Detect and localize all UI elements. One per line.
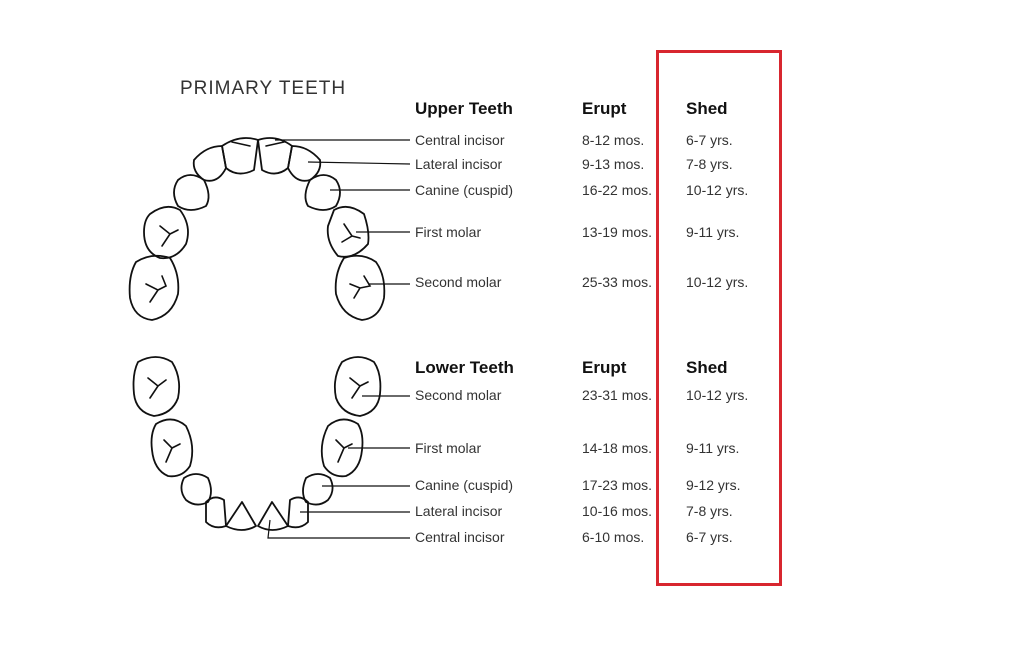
lower-right-canine bbox=[303, 474, 333, 505]
upper-teeth-header: Upper Teeth bbox=[415, 99, 513, 118]
upper-shed-value: 9-11 yrs. bbox=[686, 224, 740, 240]
lower-erupt-value: 17-23 mos. bbox=[582, 477, 653, 493]
upper-erupt-value: 25-33 mos. bbox=[582, 274, 653, 290]
upper-right-canine bbox=[305, 175, 340, 210]
lower-right-second-molar bbox=[335, 357, 381, 416]
lower-shed-value: 9-12 yrs. bbox=[686, 477, 741, 493]
upper-shed-value: 10-12 yrs. bbox=[686, 182, 749, 198]
lower-tooth-label: Lateral incisor bbox=[415, 503, 503, 519]
upper-tooth-label: Lateral incisor bbox=[415, 156, 503, 172]
upper-erupt-value: 9-13 mos. bbox=[582, 156, 645, 172]
leader-lower-central-incisor bbox=[268, 520, 410, 538]
lower-erupt-header: Erupt bbox=[582, 358, 627, 377]
shed-column-highlight bbox=[656, 50, 782, 586]
upper-left-lateral-incisor bbox=[194, 146, 226, 181]
upper-shed-value: 6-7 yrs. bbox=[686, 132, 733, 148]
lower-left-central-incisor bbox=[226, 502, 256, 530]
upper-tooth-label: Canine (cuspid) bbox=[415, 182, 514, 198]
lower-erupt-value: 14-18 mos. bbox=[582, 440, 653, 456]
upper-shed-value: 10-12 yrs. bbox=[686, 274, 749, 290]
lower-tooth-label: Canine (cuspid) bbox=[415, 477, 514, 493]
lower-shed-value: 7-8 yrs. bbox=[686, 503, 733, 519]
upper-erupt-header: Erupt bbox=[582, 99, 627, 118]
lower-erupt-value: 10-16 mos. bbox=[582, 503, 653, 519]
upper-erupt-value: 13-19 mos. bbox=[582, 224, 653, 240]
lower-erupt-value: 6-10 mos. bbox=[582, 529, 645, 545]
lower-tooth-label: Central incisor bbox=[415, 529, 505, 545]
lower-tooth-label: Second molar bbox=[415, 387, 502, 403]
upper-erupt-value: 16-22 mos. bbox=[582, 182, 653, 198]
lower-tooth-label: First molar bbox=[415, 440, 482, 456]
upper-shed-header: Shed bbox=[686, 99, 728, 118]
lower-left-second-molar bbox=[134, 357, 180, 416]
lower-shed-value: 10-12 yrs. bbox=[686, 387, 749, 403]
upper-shed-value: 7-8 yrs. bbox=[686, 156, 733, 172]
lower-right-central-incisor bbox=[258, 502, 288, 530]
lower-left-canine bbox=[181, 474, 211, 505]
leader-upper-lateral-incisor bbox=[308, 162, 410, 164]
lower-shed-value: 9-11 yrs. bbox=[686, 440, 740, 456]
lower-shed-header: Shed bbox=[686, 358, 728, 377]
upper-tooth-label: First molar bbox=[415, 224, 482, 240]
upper-left-canine bbox=[174, 175, 209, 210]
lower-shed-value: 6-7 yrs. bbox=[686, 529, 733, 545]
upper-tooth-label: Second molar bbox=[415, 274, 502, 290]
upper-right-lateral-incisor bbox=[288, 146, 320, 181]
upper-erupt-value: 8-12 mos. bbox=[582, 132, 645, 148]
upper-tooth-label: Central incisor bbox=[415, 132, 505, 148]
chart-title: PRIMARY TEETH bbox=[180, 78, 347, 99]
lower-teeth-header: Lower Teeth bbox=[415, 358, 514, 377]
lower-erupt-value: 23-31 mos. bbox=[582, 387, 653, 403]
upper-left-first-molar bbox=[144, 207, 188, 258]
